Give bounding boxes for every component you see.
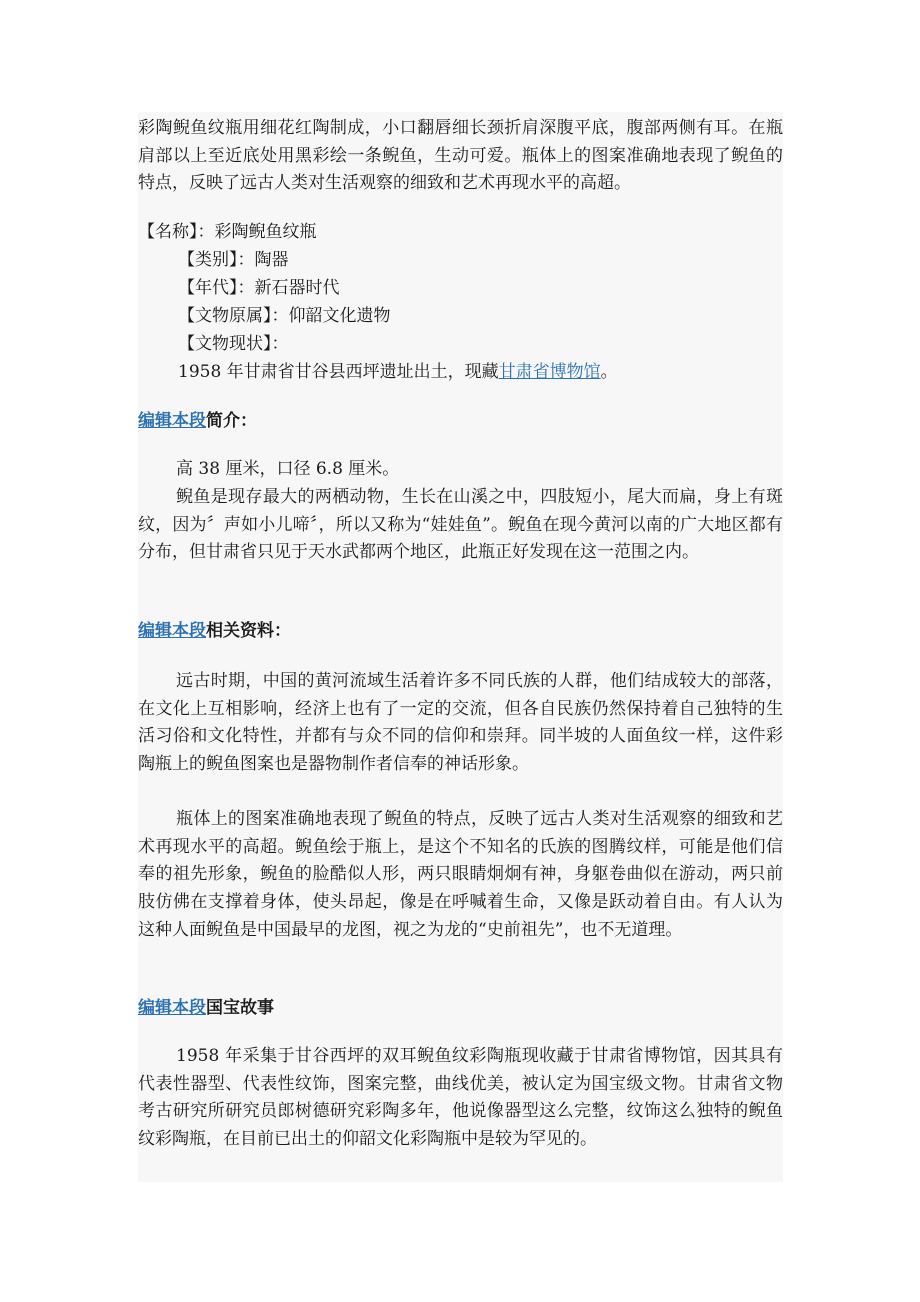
info-era: 【年代】：新石器时代 [178, 278, 340, 298]
section-heading-intro [138, 409, 257, 433]
museum-link[interactable]: 甘肃省博物馆 [498, 362, 601, 382]
related-paragraph-2: 瓶体上的图案准确地表现了鲵鱼的特点，反映了远古人类对生活观察的细致和艺术再现水平的高超。鲵鱼绘于瓶上，是这个不知名的氏族的图腾纹样，可能是他们信奉的祖先形象，鲵鱼的脸酷似人形，两只眼睛炯炯有神，身躯卷曲似在游动，两只前肢仿佛在支撑着身体，使头昂起，像是在呼喊着生命，又像是跃动着自由。有人认为这种人面鲵鱼是中国最早的龙图，视之为龙的“史前祖先”，也不无道理。 [138, 809, 783, 940]
info-origin: 【文物原属】：仰韶文化遗物 [178, 306, 391, 326]
section-title-intro: 简介： [206, 411, 257, 431]
info-category: 【类别】：陶器 [178, 250, 289, 270]
related-paragraph-1: 远古时期，中国的黄河流域生活着许多不同氏族的人群，他们结成较大的部落，在文化上互相影响，经济上也有了一定的交流，但各自民族仍然保持着自己独特的生活习俗和文化特性，并都有与众不同的信仰和崇拜。同半坡的人面鱼纹一样，这件彩陶瓶上的鲵鱼图案也是器物制作者信奉的神话形象。 [138, 671, 783, 775]
edit-section-link[interactable]: 编辑本段 [138, 998, 206, 1018]
section-title-related: 相关资料： [206, 621, 291, 641]
intro-size-paragraph: 高 38 厘米，口径 6.8 厘米。 [176, 459, 400, 479]
info-status-text: 1958 年甘肃省甘谷县西坪遗址出土，现藏 [178, 362, 499, 382]
edit-section-link[interactable]: 编辑本段 [138, 621, 206, 641]
intro-paragraph: 彩陶鲵鱼纹瓶用细花红陶制成，小口翻唇细长颈折肩深腹平底，腹部两侧有耳。在瓶肩部以上至近底处用黑彩绘一条鲵鱼，生动可爱。瓶体上的图案准确地表现了鲵鱼的特点，反映了远古人类对生活观察的细致和艺术再现水平的高超。 [138, 118, 783, 194]
info-status: 【文物现状】： [178, 334, 289, 354]
edit-section-link[interactable]: 编辑本段 [138, 411, 206, 431]
info-name: 【名称】：彩陶鲵鱼纹瓶 [138, 222, 317, 242]
section-heading-story [138, 996, 274, 1020]
content-panel [138, 112, 783, 1182]
info-status-detail [178, 360, 618, 384]
section-heading-related [138, 619, 291, 643]
intro-salamander-paragraph: 鲵鱼是现存最大的两栖动物，生长在山溪之中，四肢短小，尾大而扁，身上有斑纹，因为〞声如小儿啼〞，所以又称为“娃娃鱼”。鲵鱼在现今黄河以南的广大地区都有分布，但甘肃省只见于天水武都两个地区，此瓶正好发现在这一范围之内。 [138, 487, 783, 563]
story-paragraph: 1958 年采集于甘谷西坪的双耳鲵鱼纹彩陶瓶现收藏于甘肃省博物馆，因其具有代表性器型、代表性纹饰，图案完整，曲线优美，被认定为国宝级文物。甘肃省文物考古研究所研究员郎树德研究彩陶多年，他说像器型这么完整，纹饰这么独特的鲵鱼纹彩陶瓶，在目前已出土的仰韶文化彩陶瓶中是较为罕见的。 [138, 1046, 783, 1150]
info-status-end: 。 [600, 362, 618, 382]
section-title-story: 国宝故事 [206, 998, 274, 1018]
